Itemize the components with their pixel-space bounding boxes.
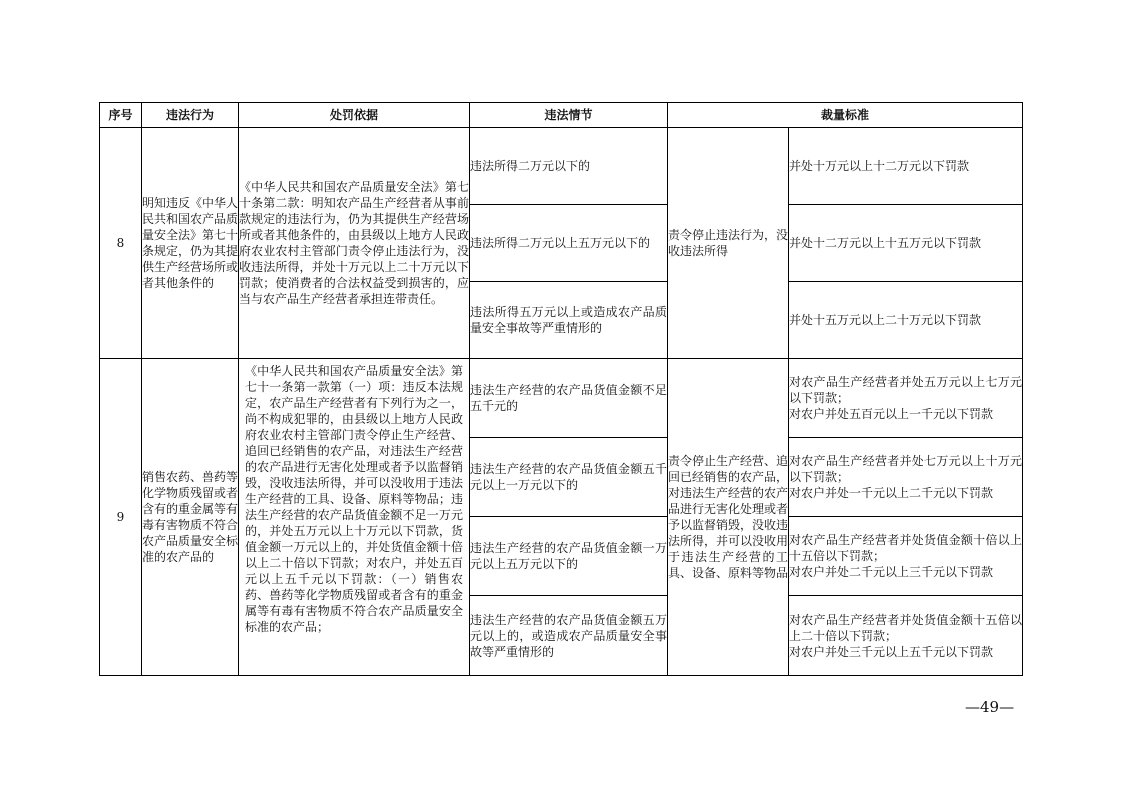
standard-cell: 对农产品生产经营者并处七万元以上十万元以下罚款； 对农户并处一千元以上二千元以下罚款 bbox=[789, 438, 1023, 517]
basis-text: 《中华人民共和国农产品质量安全法》第七十一条第一款第（一）项：违反本法规定，农产品生产经营者有下列行为之一，尚不构成犯罪的，由县级以上地方人民政府农业农村主管部门责令停止生产经营、追回已经销售的农产品，对违法生产经营的农产品进行无害化处理或者予以监督销毁，没收违法所得，并可以没收用于违法生产经营的工具、设备、原料等物品；违法生产经营的农产品货值金额不足一万元的，并处五万元以上十万元以下罚款，货值金额一万元以上的，并处货值金额十倍以上二十倍以下罚款；对农户，并处五百元以上五千元以下罚款：（一）销售农药、兽药等化学物质残留或者含有的重金属等有毒有害物质不符合农产品质量安全标准的农产品； bbox=[245, 364, 463, 634]
circumstance-cell: 违法所得五万元以上或造成农产品质量安全事故等严重情形的 bbox=[470, 282, 668, 359]
table-header-row bbox=[100, 103, 1023, 128]
standard-cell: 并处十五万元以上二十万元以下罚款 bbox=[789, 282, 1023, 359]
circumstance-cell: 违法所得二万元以上五万元以下的 bbox=[470, 205, 668, 282]
basis-cell: 《中华人民共和国农产品质量安全法》第七十条第二款：明知农产品生产经营者从事前款规定的违法行为，仍为其提供生产经营场所或者其他条件的，由县级以上地方人民政府农业农村主管部门责令停止违法行为，没收违法所得，并处十万元以上二十万元以下罚款；使消费者的合法权益受到损害的，应当与农产品生产经营者承担连带责任。 bbox=[239, 128, 470, 359]
page-number: —49— bbox=[965, 698, 1015, 716]
row-number: 9 bbox=[100, 359, 142, 676]
standard-cell: 对农产品生产经营者并处货值金额十倍以上十五倍以下罚款； 对农户并处二千元以上三千元以下罚款 bbox=[789, 517, 1023, 596]
standard-cell: 对农产品生产经营者并处五万元以上七万元以下罚款； 对农户并处五百元以上一千元以下罚款 bbox=[789, 359, 1023, 438]
penalty-table bbox=[99, 102, 1023, 676]
standard-cell: 并处十万元以上十二万元以下罚款 bbox=[789, 128, 1023, 205]
header-circumstance: 违法情节 bbox=[470, 103, 668, 128]
row-number: 8 bbox=[100, 128, 142, 359]
table-row bbox=[100, 359, 1023, 438]
circumstance-cell: 违法生产经营的农产品货值金额一万元以上五万元以下的 bbox=[470, 517, 668, 596]
violation-cell: 明知违反《中华人民共和国农产品质量安全法》第七十条规定，仍为其提供生产经营场所或者其他条件的 bbox=[142, 128, 239, 359]
circumstance-cell: 违法生产经营的农产品货值金额五万元以上的，或造成农产品质量安全事故等严重情形的 bbox=[470, 596, 668, 676]
standard-cell: 并处十二万元以上十五万元以下罚款 bbox=[789, 205, 1023, 282]
header-standard: 裁量标准 bbox=[668, 103, 1023, 128]
header-violation: 违法行为 bbox=[142, 103, 239, 128]
header-basis: 处罚依据 bbox=[239, 103, 470, 128]
violation-cell: 销售农药、兽药等化学物质残留或者含有的重金属等有毒有害物质不符合农产品质量安全标准的农产品的 bbox=[142, 359, 239, 676]
circumstance-cell: 违法生产经营的农产品货值金额不足五千元的 bbox=[470, 359, 668, 438]
common-measure-cell: 责令停止违法行为，没收违法所得 bbox=[668, 128, 789, 359]
basis-cell bbox=[239, 359, 470, 676]
header-no: 序号 bbox=[100, 103, 142, 128]
common-measure-cell: 责令停止生产经营、追回已经销售的农产品，对违法生产经营的农产品进行无害化处理或者予以监督销毁，没收违法所得，并可以没收用于违法生产经营的工具、设备、原料等物品 bbox=[668, 359, 789, 676]
standard-cell: 对农产品生产经营者并处货值金额十五倍以上二十倍以下罚款； 对农户并处三千元以上五千元以下罚款 bbox=[789, 596, 1023, 676]
circumstance-cell: 违法生产经营的农产品货值金额五千元以上一万元以下的 bbox=[470, 438, 668, 517]
table-row bbox=[100, 128, 1023, 205]
circumstance-cell: 违法所得二万元以下的 bbox=[470, 128, 668, 205]
